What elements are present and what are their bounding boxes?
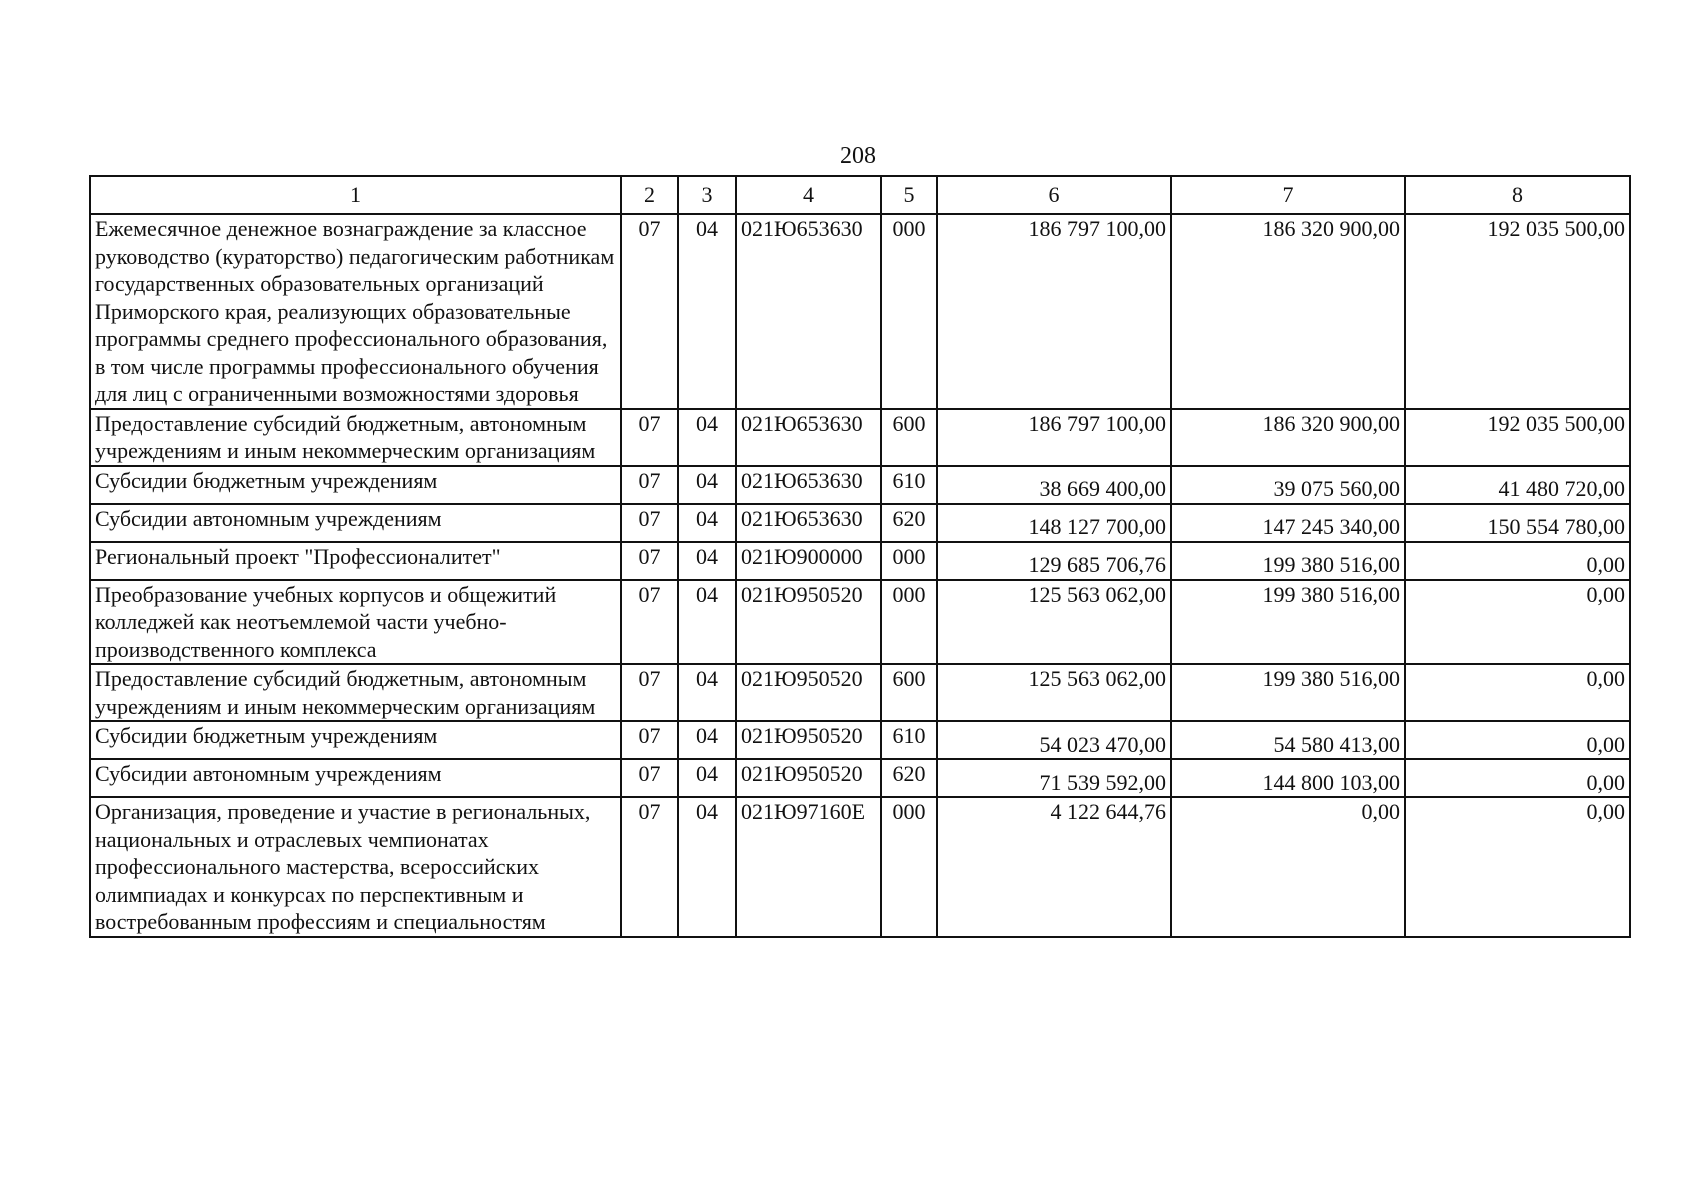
amount-col-6: 186 797 100,00 (937, 409, 1171, 466)
amount-col-7: 54 580 413,00 (1171, 721, 1405, 759)
expense-type-code: 000 (881, 797, 937, 937)
section-code: 07 (621, 580, 678, 665)
page-number: 208 (840, 143, 876, 169)
amount-col-8: 150 554 780,00 (1405, 504, 1630, 542)
table-row (90, 466, 1630, 504)
expense-type-code: 620 (881, 759, 937, 797)
target-article-code: 021Ю950520 (736, 759, 881, 797)
column-header: 7 (1171, 176, 1405, 214)
amount-col-6: 54 023 470,00 (937, 721, 1171, 759)
amount-col-6: 129 685 706,76 (937, 542, 1171, 580)
column-header: 8 (1405, 176, 1630, 214)
section-code: 07 (621, 466, 678, 504)
amount-col-8: 0,00 (1405, 797, 1630, 937)
amount-col-6: 125 563 062,00 (937, 580, 1171, 665)
expense-type-code: 000 (881, 214, 937, 409)
subsection-code: 04 (678, 542, 736, 580)
target-article-code: 021Ю653630 (736, 466, 881, 504)
column-header: 2 (621, 176, 678, 214)
expense-type-code: 610 (881, 466, 937, 504)
amount-col-6: 148 127 700,00 (937, 504, 1171, 542)
amount-col-7: 0,00 (1171, 797, 1405, 937)
section-code: 07 (621, 542, 678, 580)
column-header: 3 (678, 176, 736, 214)
amount-col-6: 71 539 592,00 (937, 759, 1171, 797)
section-code: 07 (621, 504, 678, 542)
expense-type-code: 620 (881, 504, 937, 542)
amount-col-8: 0,00 (1405, 759, 1630, 797)
amount-col-6: 38 669 400,00 (937, 466, 1171, 504)
expense-type-code: 600 (881, 409, 937, 466)
expense-type-code: 000 (881, 580, 937, 665)
amount-col-7: 199 380 516,00 (1171, 580, 1405, 665)
table-row (90, 504, 1630, 542)
expense-type-code: 610 (881, 721, 937, 759)
target-article-code: 021Ю97160Е (736, 797, 881, 937)
section-code: 07 (621, 759, 678, 797)
row-name: Региональный проект "Профессионалитет" (90, 542, 621, 580)
row-name: Ежемесячное денежное вознаграждение за классное руководство (кураторство) педагогическим работникам государственных образовательных организаций Приморского края, реализующих образовательные программы среднего профессионального образования, в том числе программы профессионального обучения для лиц с ограниченными возможностями здоровья (90, 214, 621, 409)
amount-col-8: 0,00 (1405, 542, 1630, 580)
amount-col-6: 125 563 062,00 (937, 664, 1171, 721)
amount-col-7: 39 075 560,00 (1171, 466, 1405, 504)
row-name: Субсидии автономным учреждениям (90, 759, 621, 797)
subsection-code: 04 (678, 409, 736, 466)
section-code: 07 (621, 721, 678, 759)
row-name: Субсидии бюджетным учреждениям (90, 721, 621, 759)
target-article-code: 021Ю653630 (736, 409, 881, 466)
section-code: 07 (621, 797, 678, 937)
amount-col-8: 0,00 (1405, 580, 1630, 665)
amount-col-8: 192 035 500,00 (1405, 409, 1630, 466)
row-name: Субсидии автономным учреждениям (90, 504, 621, 542)
target-article-code: 021Ю950520 (736, 580, 881, 665)
column-header: 5 (881, 176, 937, 214)
subsection-code: 04 (678, 721, 736, 759)
amount-col-7: 199 380 516,00 (1171, 542, 1405, 580)
table-row (90, 664, 1630, 721)
amount-col-8: 41 480 720,00 (1405, 466, 1630, 504)
amount-col-7: 199 380 516,00 (1171, 664, 1405, 721)
section-code: 07 (621, 214, 678, 409)
row-name: Предоставление субсидий бюджетным, автономным учреждениям и иным некоммерческим организациям (90, 409, 621, 466)
section-code: 07 (621, 409, 678, 466)
expense-type-code: 000 (881, 542, 937, 580)
row-name: Субсидии бюджетным учреждениям (90, 466, 621, 504)
target-article-code: 021Ю950520 (736, 664, 881, 721)
table-row (90, 797, 1630, 937)
target-article-code: 021Ю653630 (736, 214, 881, 409)
table-row (90, 542, 1630, 580)
table-row (90, 580, 1630, 665)
section-code: 07 (621, 664, 678, 721)
column-header: 1 (90, 176, 621, 214)
column-header: 6 (937, 176, 1171, 214)
budget-table (89, 175, 1631, 938)
amount-col-7: 186 320 900,00 (1171, 409, 1405, 466)
row-name: Предоставление субсидий бюджетным, автономным учреждениям и иным некоммерческим организациям (90, 664, 621, 721)
amount-col-8: 0,00 (1405, 664, 1630, 721)
amount-col-6: 186 797 100,00 (937, 214, 1171, 409)
subsection-code: 04 (678, 759, 736, 797)
row-name: Организация, проведение и участие в региональных, национальных и отраслевых чемпионатах профессионального мастерства, всероссийских олимпиадах и конкурсах по перспективным и востребованным профессиям и специальностям (90, 797, 621, 937)
subsection-code: 04 (678, 466, 736, 504)
table-header-row (90, 176, 1630, 214)
expense-type-code: 600 (881, 664, 937, 721)
table-row (90, 214, 1630, 409)
target-article-code: 021Ю950520 (736, 721, 881, 759)
table-row (90, 759, 1630, 797)
amount-col-8: 192 035 500,00 (1405, 214, 1630, 409)
amount-col-7: 186 320 900,00 (1171, 214, 1405, 409)
table-row (90, 409, 1630, 466)
amount-col-7: 147 245 340,00 (1171, 504, 1405, 542)
amount-col-8: 0,00 (1405, 721, 1630, 759)
amount-col-6: 4 122 644,76 (937, 797, 1171, 937)
subsection-code: 04 (678, 214, 736, 409)
subsection-code: 04 (678, 580, 736, 665)
target-article-code: 021Ю900000 (736, 542, 881, 580)
subsection-code: 04 (678, 664, 736, 721)
subsection-code: 04 (678, 797, 736, 937)
subsection-code: 04 (678, 504, 736, 542)
row-name: Преобразование учебных корпусов и общежитий колледжей как неотъемлемой части учебно-производственного комплекса (90, 580, 621, 665)
table-row (90, 721, 1630, 759)
amount-col-7: 144 800 103,00 (1171, 759, 1405, 797)
column-header: 4 (736, 176, 881, 214)
target-article-code: 021Ю653630 (736, 504, 881, 542)
